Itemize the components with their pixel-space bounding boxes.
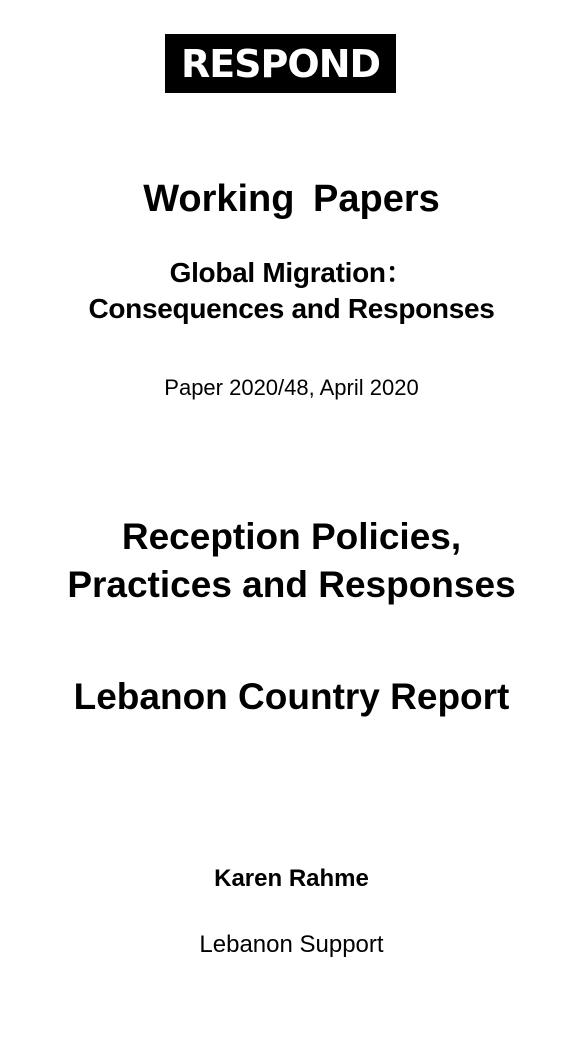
series-title: Working Papers [143,178,440,220]
logo-text: RESPOND [180,41,381,86]
series-subtitle [0,255,583,327]
document-title [0,513,583,609]
series-subtitle-line2: Consequences and Responses [88,293,495,324]
author-affiliation: Lebanon Support [199,931,384,958]
report-title: Lebanon Country Report [73,676,510,717]
respond-logo [165,34,396,93]
author-name: Karen Rahme [214,865,369,892]
document-title-line2: Practices and Responses [67,564,516,605]
paper-info: Paper 2020/48, April 2020 [164,375,419,400]
series-subtitle-line1: Global Migration： [169,257,414,288]
document-title-line1: Reception Policies, [121,516,462,557]
